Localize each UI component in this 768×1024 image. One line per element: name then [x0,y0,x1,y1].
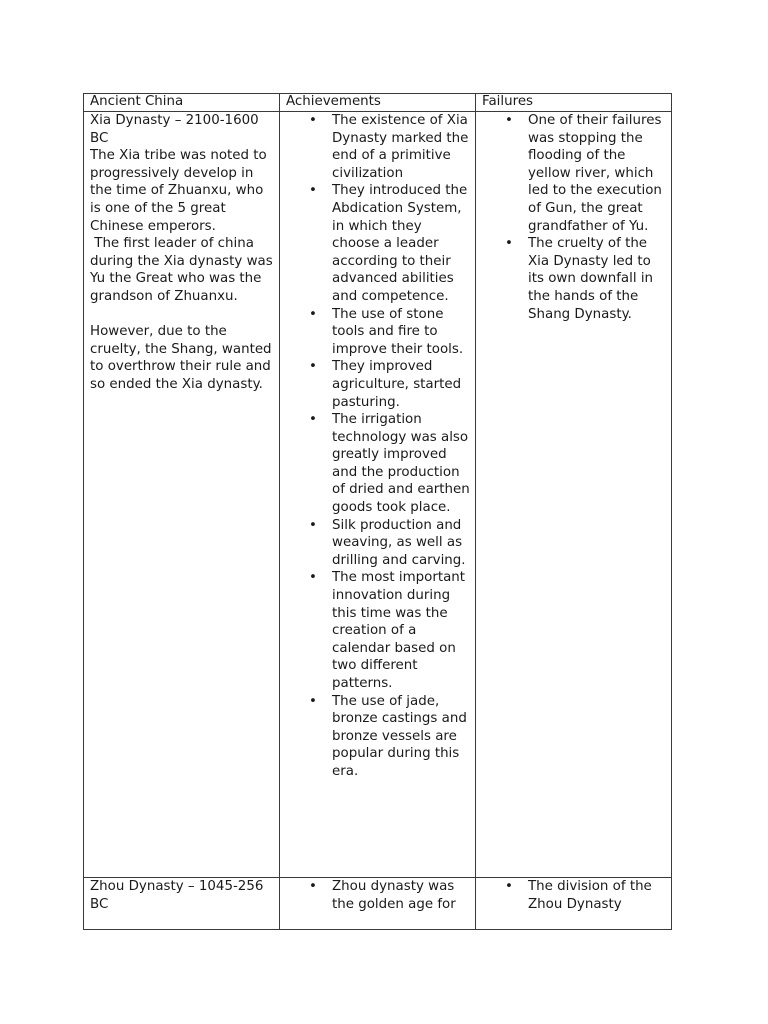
list-item [286,306,471,359]
era-cell [84,112,280,878]
bullet-icon: • [309,517,317,533]
era-description: However, due to the cruelty, the Shang, wanted to overthrow their rule and so ended the Xia dynasty. [90,324,276,392]
list-item-text: They improved agriculture, started pasturing. [332,359,462,410]
bullet-icon: • [505,236,513,252]
bullet-icon: • [309,183,317,199]
table-row [84,112,672,878]
era-title: Xia Dynasty – 2100-1600 BC [90,113,263,146]
list-item [482,878,667,913]
achievements-cell [280,112,476,878]
achievements-list [286,878,471,913]
list-item-text: The irrigation technology was also greatly improved and the production of dried and earthen goods took place. [332,412,470,516]
list-item-text: They introduced the Abdication System, in which they choose a leader according to their advanced abilities and competence. [332,183,468,304]
list-item [286,358,471,411]
header-failures: Failures [476,94,672,112]
header-ancient-china: Ancient China [84,94,280,112]
list-item-text: The cruelty of the Xia Dynasty led to its own downfall in the hands of the Shang Dynasty. [528,236,654,322]
list-item-text: Zhou dynasty was the golden age for [332,879,456,912]
list-item [286,693,471,781]
list-item-text: The use of jade, bronze castings and bronze vessels are popular during this era. [332,693,467,779]
list-item [286,517,471,570]
list-item-text: The division of the Zhou Dynasty [528,879,652,912]
list-item-text: The use of stone tools and fire to improve their tools. [332,306,464,357]
bullet-icon: • [309,359,317,375]
list-item-text: The existence of Xia Dynasty marked the end of a primitive civilization [332,113,469,181]
list-item [286,182,471,305]
list-item [286,569,471,692]
dynasty-table [83,93,672,930]
list-item-text: The most important innovation during this time was the creation of a calendar based on two different patterns. [332,570,466,691]
list-item [482,112,667,235]
era-cell [84,878,280,930]
bullet-icon: • [309,570,317,586]
bullet-icon: • [309,306,317,322]
list-item-text: One of their failures was stopping the flooding of the yellow river, which led to the execution of Gun, the great grandfather of Yu. [528,113,662,234]
list-item [286,112,471,182]
bullet-icon: • [309,412,317,428]
era-description: The Xia tribe was noted to progressively develop in the time of Zhuanxu, who is one of the 5 great Chinese emperors. [90,148,272,234]
failures-cell [476,878,672,930]
bullet-icon: • [505,879,513,894]
list-item-text: Silk production and weaving, as well as drilling and carving. [332,517,466,568]
list-item [286,878,471,913]
list-item [482,235,667,323]
paragraph-gap [90,306,275,324]
bullet-icon: • [505,113,513,128]
bullet-icon: • [309,693,317,709]
failures-cell [476,112,672,878]
bullet-icon: • [309,113,317,128]
header-achievements: Achievements [280,94,476,112]
era-description: The first leader of china during the Xia dynasty was Yu the Great who was the grandson of Zhuanxu. [90,236,277,304]
failures-list [482,112,667,323]
table-row [84,878,672,930]
achievements-list [286,112,471,781]
bullet-icon: • [309,879,317,894]
list-item [286,411,471,517]
achievements-cell [280,878,476,930]
table-header-row [84,94,672,112]
era-title: Zhou Dynasty – 1045-256 BC [90,879,268,912]
failures-list [482,878,667,913]
